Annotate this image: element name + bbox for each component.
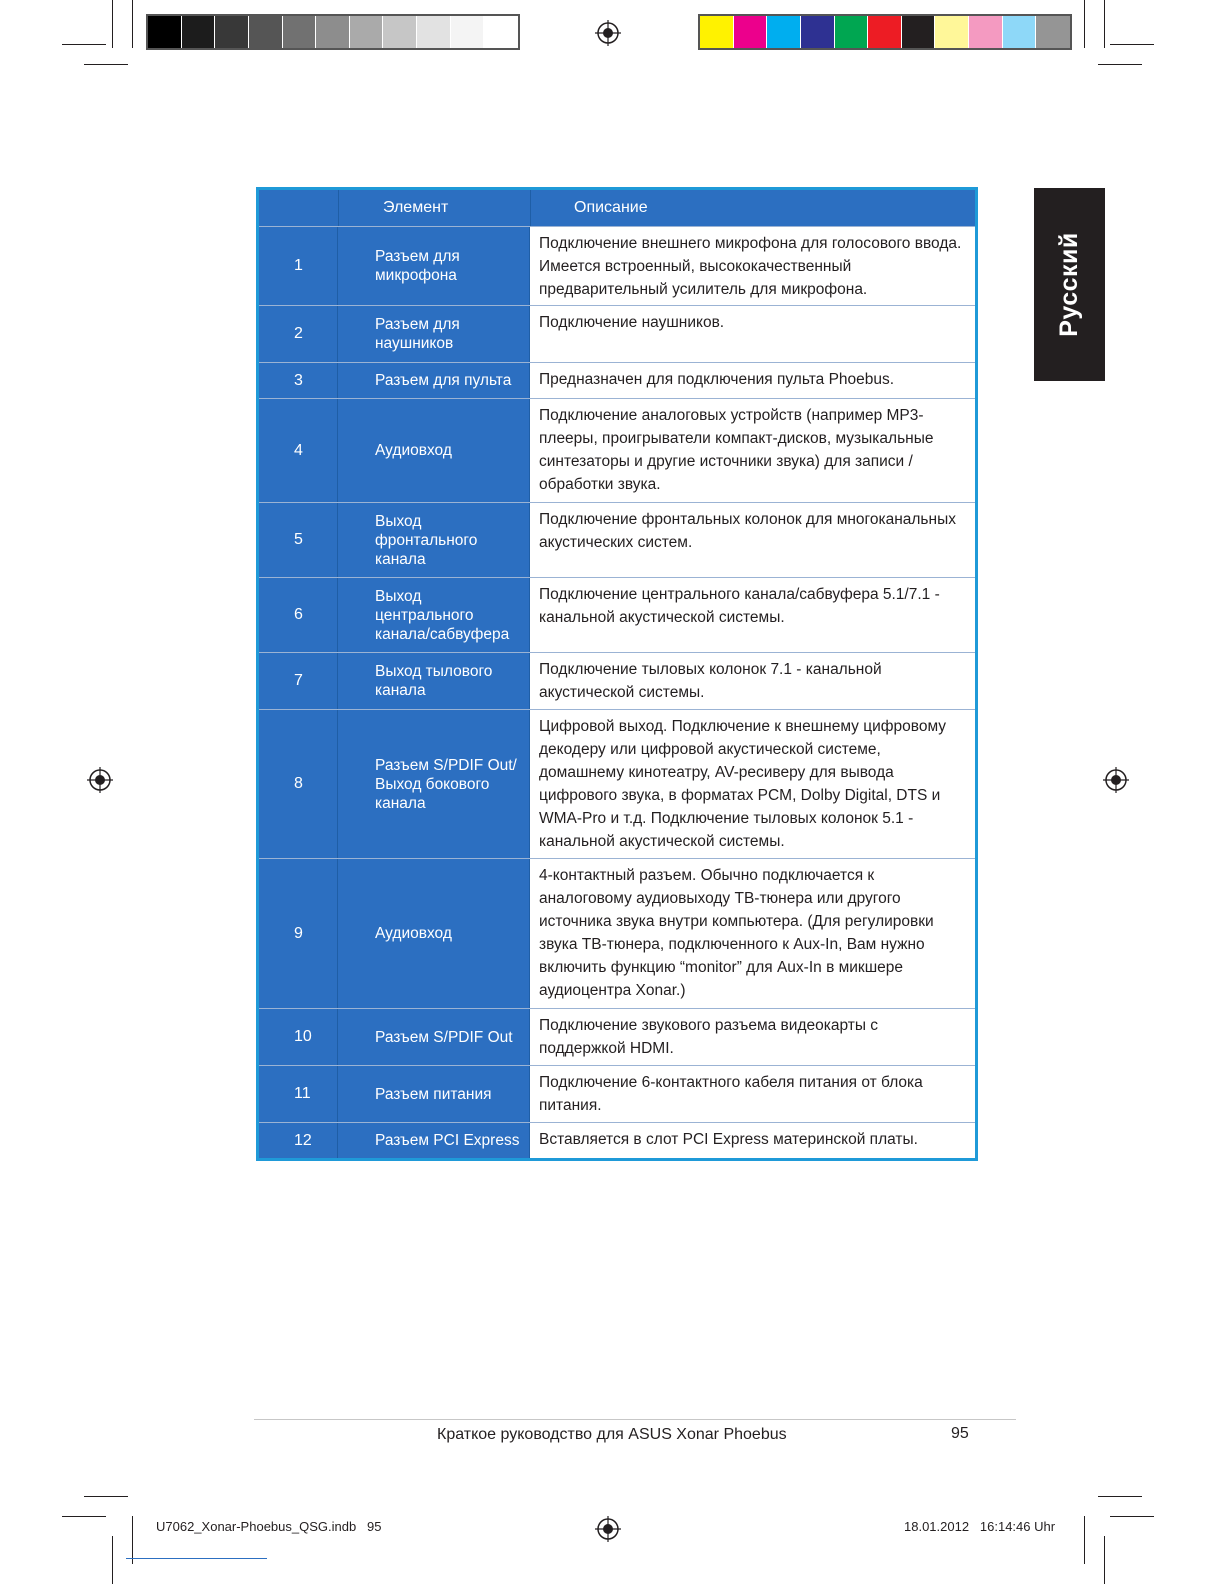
- footer-title: Краткое руководство для ASUS Xonar Phoebus: [437, 1426, 787, 1443]
- color-swatch: [148, 16, 182, 48]
- footer-divider: [254, 1419, 1016, 1420]
- grayscale-color-bar: [146, 14, 520, 50]
- crop-mark: [112, 1536, 113, 1584]
- connector-table: [256, 187, 978, 1161]
- row-element: Разъем для пульта: [338, 363, 530, 398]
- table-row: [259, 1122, 975, 1158]
- table-row: [259, 305, 975, 362]
- row-description: 4-контактный разъем. Обычно подключается к аналоговому аудиовыходу ТВ-тюнера или другого источника звука внутри компьютера. (Для регулировки звука ТВ-тюнера, подключенного к Aux-In, Вам нужно включить функцию “monitor” для Aux-In в микшере аудиоцентра Xonar.): [530, 859, 975, 1008]
- row-description: Подключение тыловых колонок 7.1 - канальной акустической системы.: [530, 653, 975, 709]
- color-swatch: [182, 16, 216, 48]
- row-description: Подключение центрального канала/сабвуфера 5.1/7.1 - канальной акустической системы.: [530, 578, 975, 652]
- crop-mark: [1084, 1516, 1085, 1564]
- table-row: [259, 398, 975, 502]
- row-number: 8: [259, 710, 338, 858]
- color-swatch: [902, 16, 936, 48]
- color-swatch: [451, 16, 485, 48]
- color-swatch: [283, 16, 317, 48]
- row-description: Подключение фронтальных колонок для многоканальных акустических систем.: [530, 503, 975, 577]
- row-number: 11: [259, 1066, 338, 1122]
- color-swatch: [801, 16, 835, 48]
- color-swatch: [1003, 16, 1037, 48]
- language-tab-label: Русский: [1055, 232, 1084, 337]
- color-swatch: [484, 16, 518, 48]
- registration-mark-icon: [595, 20, 621, 46]
- color-swatch: [700, 16, 734, 48]
- crop-mark: [1104, 1536, 1105, 1584]
- row-description: Подключение аналоговых устройств (например MP3-плееры, проигрыватели компакт-дисков, музыкальные синтезаторы и другие источники звука) для записи / обработки звука.: [530, 399, 975, 502]
- crop-mark: [1110, 44, 1154, 45]
- crop-mark: [1098, 1496, 1142, 1497]
- header-element: Элемент: [339, 190, 531, 226]
- row-element: Разъем для микрофона: [338, 227, 530, 305]
- crop-mark: [1098, 64, 1142, 65]
- registration-mark-icon: [1103, 767, 1129, 793]
- row-number: 4: [259, 399, 338, 502]
- color-swatch: [316, 16, 350, 48]
- crop-mark: [132, 1516, 133, 1564]
- table-row: [259, 226, 975, 305]
- row-description: Подключение 6-контактного кабеля питания от блока питания.: [530, 1066, 975, 1122]
- row-element: Разъем S/PDIF Out: [338, 1009, 530, 1065]
- crop-mark: [1110, 1516, 1154, 1517]
- color-swatch: [383, 16, 417, 48]
- table-row: [259, 502, 975, 577]
- row-description: Вставляется в слот PCI Express материнской платы.: [530, 1123, 975, 1158]
- row-description: Подключение внешнего микрофона для голосового ввода. Имеется встроенный, высококачественный предварительный усилитель для микрофона.: [530, 227, 975, 305]
- color-swatch: [935, 16, 969, 48]
- table-row: [259, 709, 975, 858]
- row-element: Аудиовход: [338, 859, 530, 1008]
- table-row: [259, 652, 975, 709]
- row-number: 3: [259, 363, 338, 398]
- table-row: [259, 1065, 975, 1122]
- row-description: Предназначен для подключения пульта Phoebus.: [530, 363, 975, 398]
- crop-mark: [62, 44, 106, 45]
- row-description: Цифровой выход. Подключение к внешнему цифровому декодеру или цифровой акустической системе, домашнему кинотеатру, AV-ресиверу для вывода цифрового звука, в форматах PCM, Dolby Digital, DTS и WMA-Pro и т.д. Подключение тыловых колонок 5.1 - канальной акустической системы.: [530, 710, 975, 858]
- color-swatch: [868, 16, 902, 48]
- color-swatch: [417, 16, 451, 48]
- color-swatch: [734, 16, 768, 48]
- crop-mark: [84, 64, 128, 65]
- row-number: 1: [259, 227, 338, 305]
- color-swatch: [1036, 16, 1070, 48]
- table-row: [259, 1008, 975, 1065]
- table-row: [259, 858, 975, 1008]
- row-number: 6: [259, 578, 338, 652]
- row-description: Подключение звукового разъема видеокарты с поддержкой HDMI.: [530, 1009, 975, 1065]
- color-swatch: [767, 16, 801, 48]
- registration-mark-icon: [87, 767, 113, 793]
- row-element: Аудиовход: [338, 399, 530, 502]
- slug-underline: [126, 1558, 267, 1559]
- color-swatch: [969, 16, 1003, 48]
- row-number: 2: [259, 306, 338, 362]
- row-element: Выход центрального канала/сабвуфера: [338, 578, 530, 652]
- row-element: Выход фронтального канала: [338, 503, 530, 577]
- crop-mark: [132, 0, 133, 48]
- row-number: 5: [259, 503, 338, 577]
- row-number: 9: [259, 859, 338, 1008]
- row-element: Разъем для наушников: [338, 306, 530, 362]
- row-description: Подключение наушников.: [530, 306, 975, 362]
- table-row: [259, 577, 975, 652]
- row-number: 10: [259, 1009, 338, 1065]
- row-element: Разъем S/PDIF Out/Выход бокового канала: [338, 710, 530, 858]
- row-element: Разъем PCI Express: [338, 1123, 530, 1158]
- color-swatch: [835, 16, 869, 48]
- row-number: 7: [259, 653, 338, 709]
- table-header: [259, 190, 975, 226]
- registration-mark-icon: [595, 1516, 621, 1542]
- row-number: 12: [259, 1123, 338, 1158]
- color-swatch: [215, 16, 249, 48]
- header-description: Описание: [574, 199, 648, 216]
- language-tab: [1034, 188, 1105, 381]
- slug-timestamp: 18.01.2012 16:14:46 Uhr: [904, 1519, 1056, 1534]
- crop-mark: [1104, 0, 1105, 48]
- row-element: Разъем питания: [338, 1066, 530, 1122]
- crop-mark: [112, 0, 113, 48]
- process-color-bar: [698, 14, 1072, 50]
- table-row: [259, 362, 975, 398]
- crop-mark: [1084, 0, 1085, 48]
- page-number: 95: [951, 1425, 969, 1442]
- header-number-cell: [259, 190, 339, 226]
- crop-mark: [62, 1516, 106, 1517]
- color-swatch: [350, 16, 384, 48]
- crop-mark: [84, 1496, 128, 1497]
- slug-filename: U7062_Xonar-Phoebus_QSG.indb 95: [156, 1519, 382, 1534]
- color-swatch: [249, 16, 283, 48]
- row-element: Выход тылового канала: [338, 653, 530, 709]
